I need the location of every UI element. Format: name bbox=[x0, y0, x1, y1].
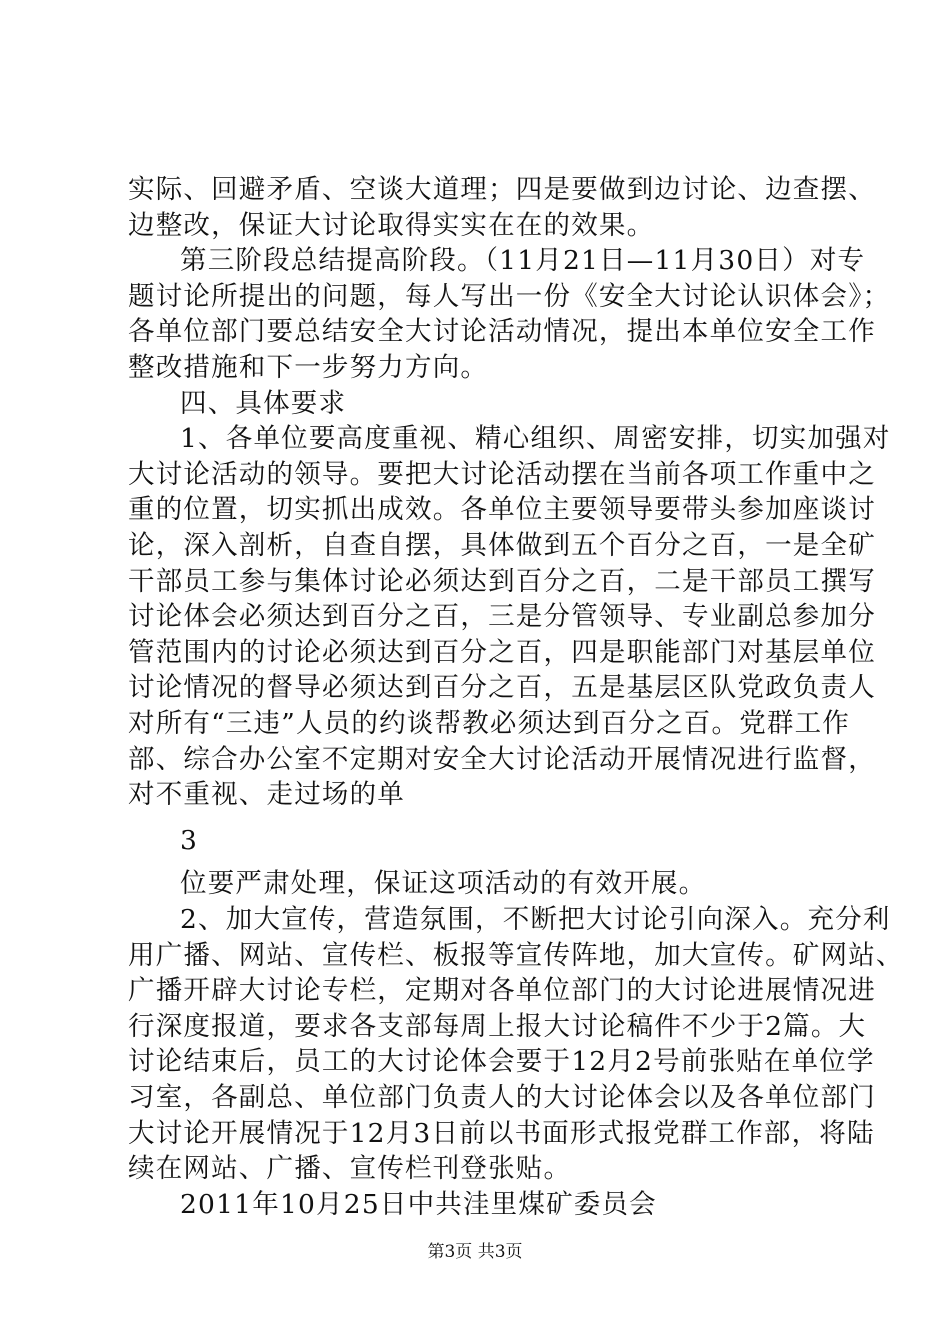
text-line: 第三阶段总结提高阶段。（11月21日—11月30日）对专 bbox=[180, 245, 866, 277]
text-line: 位要严肃处理，保证这项活动的有效开展。 bbox=[180, 868, 707, 900]
page-footer: 第3页 共3页 bbox=[427, 1242, 523, 1262]
text-line: 讨论结束后，员工的大讨论体会要于12月2号前张贴在单位学 bbox=[128, 1046, 875, 1078]
text-line: 干部员工参与集体讨论必须达到百分之百，二是干部员工撰写 bbox=[128, 565, 876, 597]
text-line: 重的位置，切实抓出成效。各单位主要领导要带头参加座谈讨 bbox=[128, 494, 876, 526]
text-line: 实际、回避矛盾、空谈大道理；四是要做到边讨论、边查摆、 bbox=[128, 174, 876, 205]
text-line: 大讨论活动的领导。要把大讨论活动摆在当前各项工作重中之 bbox=[128, 458, 876, 490]
text-line: 对所有“三违”人员的约谈帮教必须达到百分之百。党群工作 bbox=[128, 708, 850, 739]
text-line: 用广播、网站、宣传栏、板报等宣传阵地，加大宣传。矿网站、 bbox=[128, 939, 904, 971]
inline-page-number: 3 bbox=[180, 824, 199, 856]
text-line: 边整改，保证大讨论取得实实在在的效果。 bbox=[128, 209, 655, 241]
text-line: 各单位部门要总结安全大讨论活动情况，提出本单位安全工作 bbox=[128, 316, 876, 348]
text-line: 1、各单位要高度重视、精心组织、周密安排，切实加强对 bbox=[180, 423, 891, 455]
text-line: 管范围内的讨论必须达到百分之百，四是职能部门对基层单位 bbox=[128, 636, 876, 668]
text-line: 对不重视、走过场的单 bbox=[128, 779, 405, 811]
text-line: 大讨论开展情况于12月3日前以书面形式报党群工作部，将陆 bbox=[128, 1117, 875, 1149]
text-line: 整改措施和下一步努力方向。 bbox=[128, 352, 489, 383]
text-line: 行深度报道，要求各支部每周上报大讨论稿件不少于2篇。大 bbox=[128, 1010, 867, 1042]
text-line: 续在网站、广播、宣传栏刊登张贴。 bbox=[128, 1153, 572, 1185]
section-heading: 四、具体要求 bbox=[180, 387, 347, 419]
text-line: 习室，各副总、单位部门负责人的大讨论体会以及各单位部门 bbox=[128, 1082, 876, 1113]
text-line: 题讨论所提出的问题，每人写出一份《安全大讨论认识体会》； bbox=[128, 280, 891, 312]
text-line: 部、综合办公室不定期对安全大讨论活动开展情况进行监督， bbox=[128, 743, 876, 775]
text-line: 讨论体会必须达到百分之百，三是分管领导、专业副总参加分 bbox=[128, 601, 876, 633]
text-line: 论，深入剖析，自查自摆，具体做到五个百分之百，一是全矿 bbox=[128, 530, 876, 561]
signature-date-line: 2011年10月25日中共洼里煤矿委员会 bbox=[180, 1188, 657, 1220]
text-line: 讨论情况的督导必须达到百分之百，五是基层区队党政负责人 bbox=[128, 672, 876, 704]
text-line: 2、加大宣传，营造氛围，不断把大讨论引向深入。充分利 bbox=[180, 904, 891, 935]
text-line: 广播开辟大讨论专栏，定期对各单位部门的大讨论进展情况进 bbox=[128, 975, 876, 1007]
